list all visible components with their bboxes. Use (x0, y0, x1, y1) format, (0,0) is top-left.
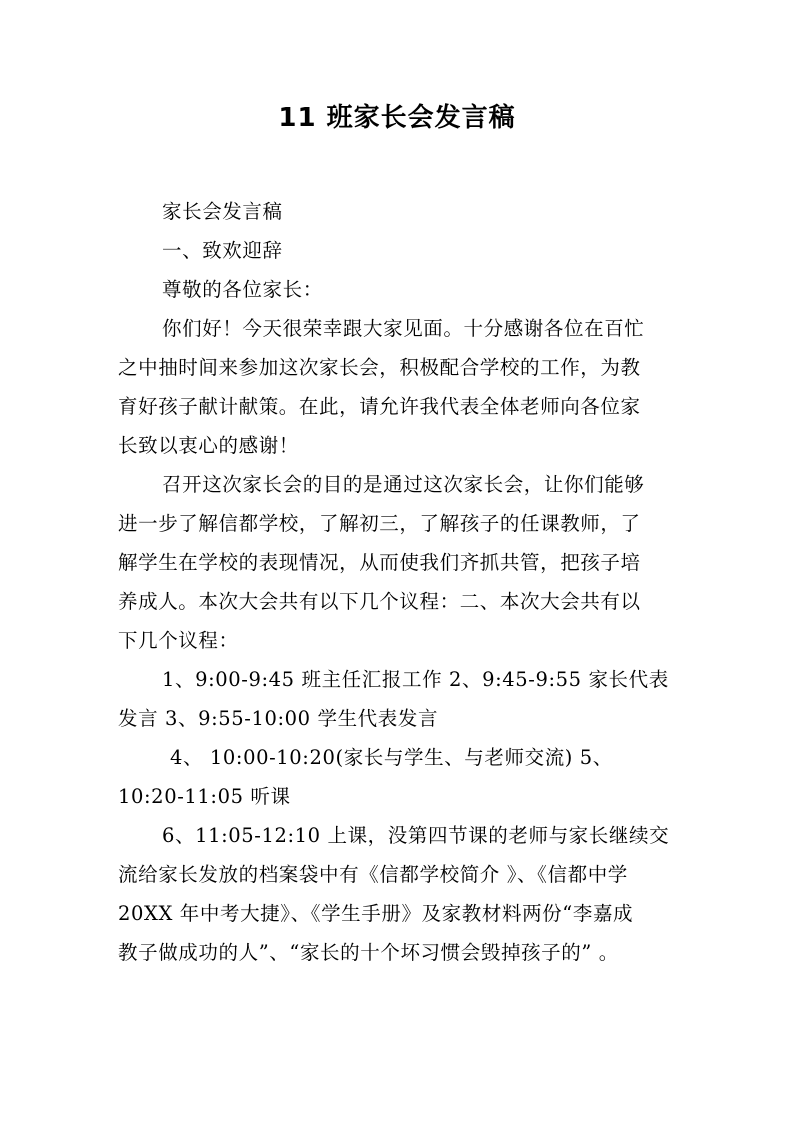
body-line: 发言 3、9:55-10:00 学生代表发言 (118, 707, 439, 730)
body-line: 下几个议程： (118, 629, 239, 652)
body-line: 一、致欢迎辞 (162, 239, 283, 262)
body-line: 6、11:05-12:10 上课，没第四节课的老师与家长继续交 (162, 824, 670, 847)
body-line: 尊敬的各位家长： (162, 278, 323, 301)
body-line: 长致以衷心的感谢！ (118, 434, 299, 457)
body-line: 1、9:00-9:45 班主任汇报工作 2、9:45-9:55 家长代表 (162, 668, 669, 691)
body-line: 流给家长发放的档案袋中有《信都学校简介 》、《信都中学 (118, 863, 628, 886)
body-line: 20XX 年中考大捷》、《学生手册》及家教材料两份“李嘉成 (118, 902, 634, 925)
body-line: 你们好！今天很荣幸跟大家见面。十分感谢各位在百忙 (162, 317, 645, 340)
body-line: 养成人。本次大会共有以下几个议程：二、本次大会共有以 (118, 590, 641, 613)
document-title: 11 班家长会发言稿 (278, 103, 516, 133)
body-line: 召开这次家长会的目的是通过这次家长会，让你们能够 (162, 473, 645, 496)
body-line: 4、 10:00-10:20(家长与学生、与老师交流) 5、 (170, 746, 613, 769)
body-line: 育好孩子献计献策。在此，请允许我代表全体老师向各位家 (118, 395, 641, 418)
body-line: 之中抽时间来参加这次家长会，积极配合学校的工作，为教 (118, 356, 641, 379)
body-line: 进一步了解信都学校，了解初三，了解孩子的任课教师，了 (118, 512, 641, 535)
document-body (118, 192, 678, 972)
body-line: 教子做成功的人”、“家长的十个坏习惯会毁掉孩子的” 。 (118, 941, 619, 964)
body-line: 10:20-11:05 听课 (118, 785, 291, 808)
body-line: 家长会发言稿 (162, 200, 283, 223)
body-line: 解学生在学校的表现情况，从而使我们齐抓共管，把孩子培 (118, 551, 641, 574)
